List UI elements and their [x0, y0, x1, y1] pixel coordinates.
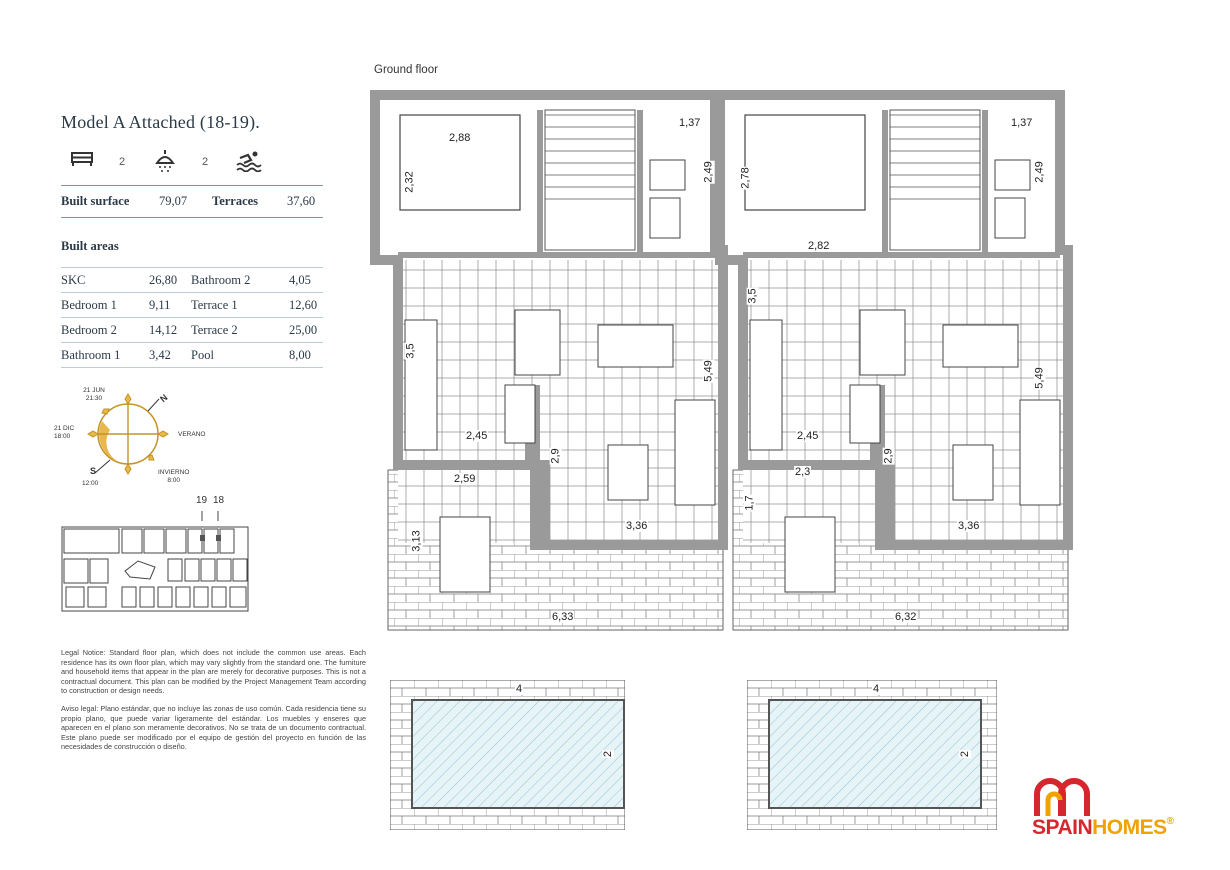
dimension-label: 2,82: [808, 240, 830, 252]
area-value: 3,42: [149, 348, 171, 362]
area-label: SKC: [61, 273, 86, 287]
area-label: Bathroom 1: [61, 348, 121, 362]
terrace-table-icon: [785, 517, 835, 592]
area-value: 9,11: [149, 298, 171, 312]
pool-left-width: 4: [516, 683, 523, 695]
dimension-label: 3,36: [626, 520, 648, 532]
summer-label: VERANO: [178, 431, 206, 438]
swimmer-icon: [236, 150, 262, 177]
column-icon: [505, 385, 535, 443]
area-value: 25,00: [289, 323, 318, 337]
dimension-label: 2,78: [739, 167, 752, 189]
coffee-table-icon: [608, 445, 648, 500]
dimension-label: 2,9: [549, 448, 562, 464]
pool-right-depth: 2: [959, 750, 972, 758]
south-time-label: 12:00: [82, 480, 99, 487]
dimension-label: 2,45: [466, 430, 488, 442]
area-row: [61, 293, 323, 318]
toilet-icon: [650, 160, 685, 190]
dimension-label: 3,5: [746, 288, 759, 304]
dimension-label: 2,49: [1033, 161, 1046, 183]
dimension-label: 5,49: [1033, 367, 1046, 389]
bed-icon: [400, 115, 520, 210]
dimension-label: 6,33: [552, 611, 574, 623]
bed-icon: [745, 115, 865, 210]
sofa-icon: [1020, 400, 1060, 505]
sofa-icon: [943, 325, 1018, 367]
dimension-label: 2,59: [454, 473, 476, 485]
logo-registered-mark: ®: [1166, 816, 1174, 827]
area-label: Bedroom 1: [61, 298, 117, 312]
pool-plan-left: [390, 680, 625, 830]
dimension-label: 1,7: [743, 495, 756, 511]
sink-icon: [650, 198, 680, 238]
kitchen-counter: [750, 320, 782, 450]
bed-icon: [71, 150, 93, 173]
dimension-label: 2,32: [403, 171, 416, 193]
dimension-label: 1,37: [1011, 117, 1033, 129]
pool-right-width: 4: [873, 683, 880, 695]
legal-notice-spanish: Aviso legal: Plano estándar, que no incluye las zonas de uso común. Cada residencia tiene su propio plano, que puede variar ligeramente del estándar. Los muebles y enseres que aparecen en el plano son meramente decorativos. No se trata de un documento contractual. Este plano puede ser modificado por el equipo de gestión del proyecto en función de las necesidades de construcción o diseño.: [61, 704, 366, 752]
ground-floor-heading: Ground floor: [374, 64, 438, 76]
sofa-icon: [675, 400, 715, 505]
dimension-label: 2,9: [882, 448, 895, 464]
dining-table-icon: [515, 310, 560, 375]
winter-solstice-label: 21 DIC 18:00: [54, 425, 75, 440]
pool-plan-right: [747, 680, 997, 830]
north-label: N: [158, 392, 170, 405]
dimension-label: 1,37: [679, 117, 701, 129]
area-label: Bedroom 2: [61, 323, 117, 337]
area-value: 12,60: [289, 298, 318, 312]
toilet-icon: [995, 160, 1030, 190]
divider: [61, 217, 323, 218]
dimension-label: 5,49: [702, 360, 715, 382]
summary-icons-row: [61, 150, 326, 178]
logo-text-homes: HOMES: [1092, 816, 1167, 839]
pool-left-depth: 2: [602, 750, 615, 758]
dimension-label: 2,3: [795, 466, 811, 478]
pool-left-drawing: [390, 680, 625, 830]
kitchen-counter: [405, 320, 437, 450]
legal-notice-english: Legal Notice: Standard floor plan, which does not include the common use areas. Each residence has its own floor plan, which may vary slightly from the standard one. The furniture and household items that appear in the plan are merely for decorative purposes. This is not a contractual document. This plan can be modified by the Project Management Team according to construction or design needs.: [61, 648, 366, 696]
area-row: [61, 268, 323, 293]
area-label: Terrace 1: [191, 298, 238, 312]
dimension-label: 3,36: [958, 520, 980, 532]
winter-label: INVIERNO 8:00: [158, 469, 190, 484]
terraces-label: Terraces: [212, 194, 259, 208]
spainhomes-logo: [1032, 772, 1202, 842]
dimension-label: 6,32: [895, 611, 917, 623]
row-divider: [61, 367, 323, 368]
unit-18-plan: [375, 95, 723, 630]
area-value: 14,12: [149, 323, 178, 337]
living-floor: [743, 260, 1063, 543]
area-row: [61, 318, 323, 343]
bathrooms-count: 2: [202, 156, 209, 168]
area-value: 4,05: [289, 273, 311, 287]
logo-wordmark: [1032, 816, 1174, 840]
ground-floor-plan: [370, 90, 1075, 635]
floor-plan-drawing: [370, 90, 1075, 635]
logo-text-spain: SPAIN: [1032, 816, 1093, 839]
logo-house-icon: [1032, 772, 1092, 818]
summer-solstice-label: 21 JUN 21:30: [83, 387, 105, 402]
dining-table-icon: [860, 310, 905, 375]
dimension-label: 2,88: [449, 132, 471, 144]
south-label: S: [90, 466, 97, 476]
sun-orientation-diagram: [54, 385, 220, 490]
terrace-table-icon: [440, 517, 490, 592]
dimension-label: 2,49: [702, 161, 715, 183]
bedrooms-count: 2: [119, 156, 126, 168]
built-surface-value: 79,07: [159, 194, 188, 208]
unit-18-label: 18: [213, 495, 225, 506]
built-surface-label: Built surface: [61, 194, 130, 208]
living-floor: [398, 260, 718, 543]
dimension-label: 2,45: [797, 430, 819, 442]
column-icon: [850, 385, 880, 443]
model-title: Model A Attached (18-19).: [61, 112, 260, 132]
dimension-label: 3,13: [410, 530, 423, 552]
dimension-label: 3,5: [404, 343, 417, 359]
area-row: [61, 343, 323, 368]
area-value: 8,00: [289, 348, 311, 362]
unit-19-plan: [720, 95, 1068, 630]
terraces-value: 37,60: [287, 194, 316, 208]
sink-icon: [995, 198, 1025, 238]
site-plan-graphic: [60, 497, 250, 617]
shower-icon: [155, 150, 175, 179]
built-areas-title: Built areas: [61, 239, 119, 253]
area-label: Bathroom 2: [191, 273, 251, 287]
area-label: Pool: [191, 348, 214, 362]
divider: [61, 185, 323, 186]
unit-19-label: 19: [196, 495, 208, 506]
area-value: 26,80: [149, 273, 178, 287]
coffee-table-icon: [953, 445, 993, 500]
site-location-plan: [60, 497, 250, 617]
area-label: Terrace 2: [191, 323, 238, 337]
sofa-icon: [598, 325, 673, 367]
